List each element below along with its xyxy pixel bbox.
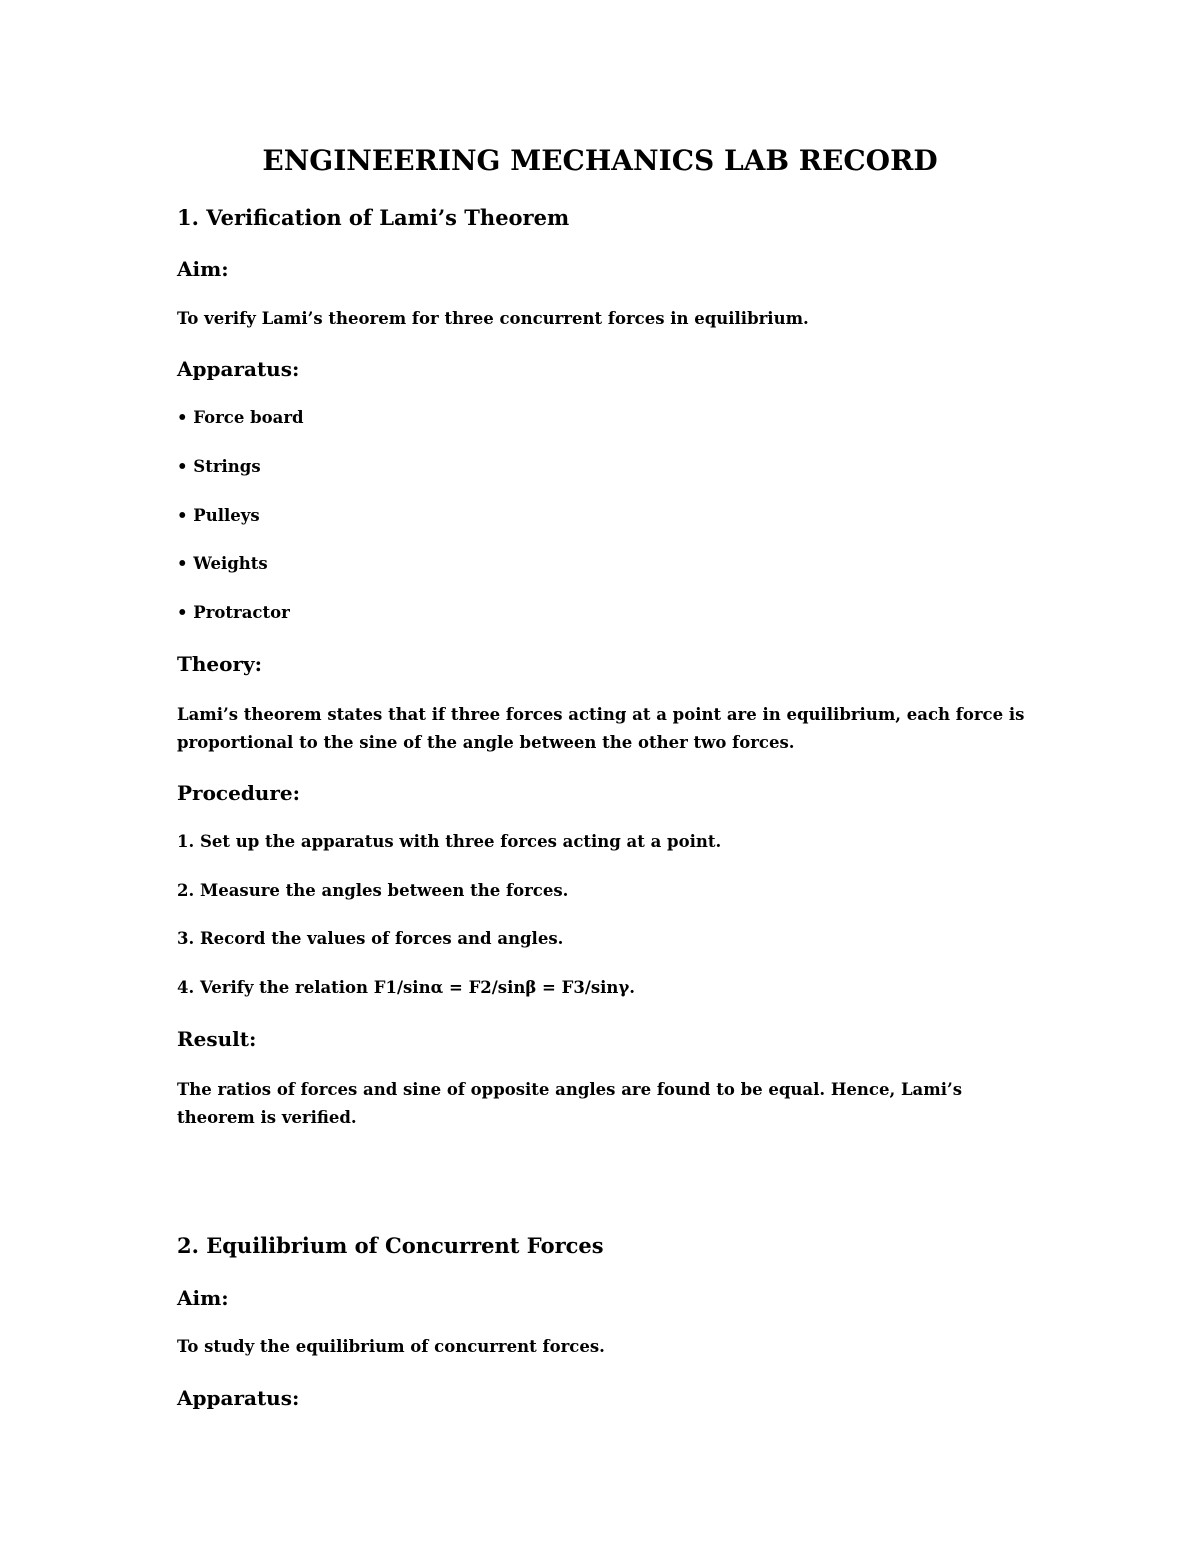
exp1-procedure-step: 1. Set up the apparatus with three forces acting at a point. <box>177 832 722 851</box>
experiment-2-heading: 2. Equilibrium of Concurrent Forces <box>177 1233 604 1258</box>
exp1-result-label: Result: <box>177 1027 257 1051</box>
exp1-apparatus-item: • Weights <box>177 554 268 573</box>
exp1-procedure-step: 4. Verify the relation F1/sinα = F2/sinβ = F3/sinγ. <box>177 978 636 997</box>
exp1-apparatus-label: Apparatus: <box>177 357 300 381</box>
exp1-aim-label: Aim: <box>177 257 229 281</box>
exp1-theory-label: Theory: <box>177 652 263 676</box>
exp1-apparatus-item: • Protractor <box>177 603 290 622</box>
exp2-apparatus-label: Apparatus: <box>177 1386 300 1410</box>
exp1-apparatus-item: • Force board <box>177 408 304 427</box>
exp1-procedure-step: 2. Measure the angles between the forces. <box>177 881 569 900</box>
exp1-aim-text: To verify Lami’s theorem for three concurrent forces in equilibrium. <box>177 309 809 328</box>
exp1-apparatus-item: • Pulleys <box>177 506 260 525</box>
exp1-result-text: The ratios of forces and sine of opposite angles are found to be equal. Hence, Lami’s theorem is verified. <box>177 1080 962 1127</box>
exp2-aim-text: To study the equilibrium of concurrent forces. <box>177 1337 605 1356</box>
experiment-1-heading: 1. Verification of Lami’s Theorem <box>177 205 570 230</box>
document-title: ENGINEERING MECHANICS LAB RECORD <box>262 144 938 177</box>
exp2-aim-label: Aim: <box>177 1286 229 1310</box>
exp1-apparatus-item: • Strings <box>177 457 261 476</box>
exp1-procedure-label: Procedure: <box>177 781 300 805</box>
exp1-theory-text: Lami’s theorem states that if three forces acting at a point are in equilibrium, each force is proportional to the sine of the angle between the other two forces. <box>177 705 1025 752</box>
exp1-procedure-step: 3. Record the values of forces and angles. <box>177 929 564 948</box>
